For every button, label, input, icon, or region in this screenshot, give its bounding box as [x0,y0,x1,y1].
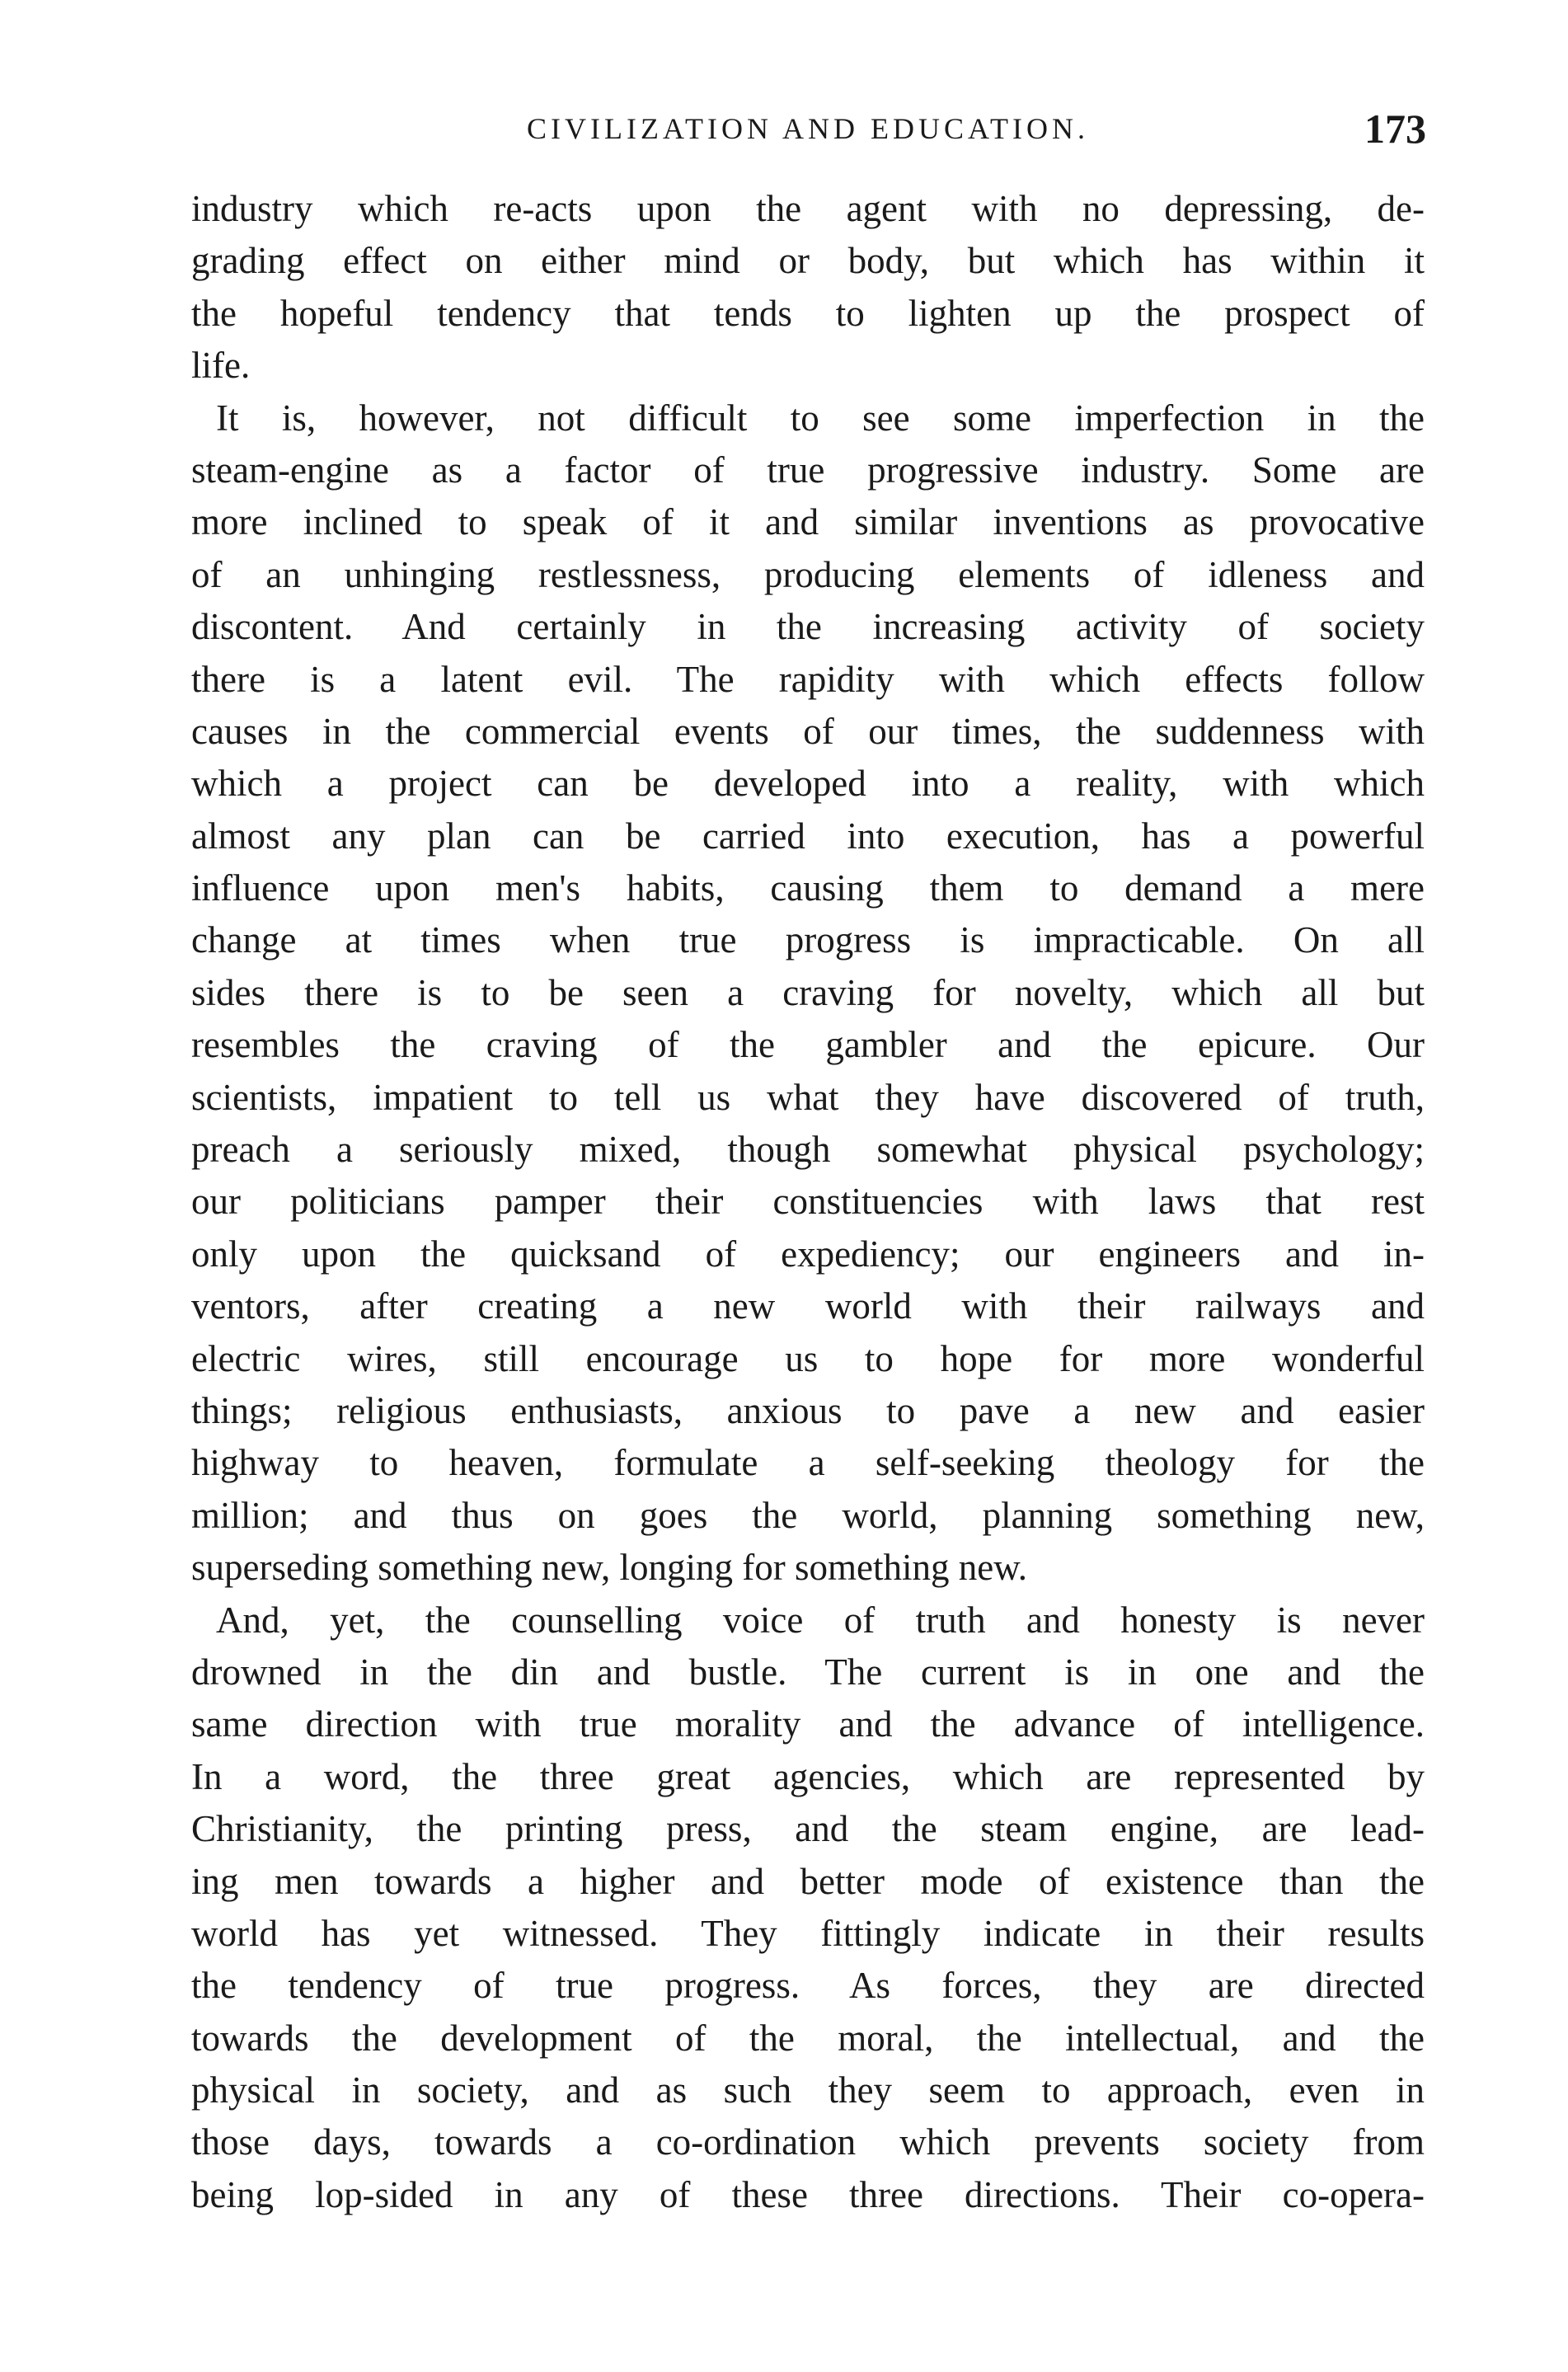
text-line: sides there is to be seen a craving for novelty, which all but [191,971,1425,1013]
body-text [191,183,1425,2221]
text-line: those days, towards a co-ordination which prevents society from [191,2121,1425,2163]
text-line: world has yet witnessed. They fittingly indicate in their results [191,1912,1425,1954]
text-line: which a project can be developed into a reality, with which [191,763,1425,805]
text-line: scientists, impatient to tell us what they have discovered of truth, [191,1076,1425,1118]
text-line: towards the development of the moral, the intellectual, and the [191,2017,1425,2059]
text-line: things; religious enthusiasts, anxious to pave a new and easier [191,1389,1425,1431]
text-line: causes in the commercial events of our times, the suddenness with [191,710,1425,752]
text-line: In a word, the three great agencies, which are represented by [191,1755,1425,1797]
paragraph-1 [191,183,1425,392]
text-line: ventors, after creating a new world with their railways and [191,1285,1425,1327]
text-line: resembles the craving of the gambler and the epicure. Our [191,1024,1425,1066]
text-line: industry which re-acts upon the agent with no depressing, de- [191,188,1425,229]
text-line: physical in society, and as such they seem to approach, even in [191,2069,1425,2111]
text-line: highway to heaven, formulate a self-seeking theology for the [191,1442,1425,1484]
text-line: Christianity, the printing press, and the steam engine, are lead- [191,1808,1425,1850]
text-line: only upon the quicksand of expediency; our engineers and in- [191,1233,1425,1275]
text-line: the tendency of true progress. As forces, they are directed [191,1965,1425,2007]
text-line: And, yet, the counselling voice of truth and honesty is never [216,1599,1425,1641]
text-line: almost any plan can be carried into execution, has a powerful [191,815,1425,857]
text-line: our politicians pamper their constituencies with laws that rest [191,1181,1425,1223]
paragraph-2 [191,392,1425,1595]
text-line: more inclined to speak of it and similar inventions as provocative [191,501,1425,543]
text-line: steam-engine as a factor of true progressive industry. Some are [191,449,1425,491]
text-line: life. [191,345,251,387]
text-line: grading effect on either mind or body, but which has within it [191,240,1425,282]
text-line: of an unhinging restlessness, producing elements of idleness and [191,553,1425,595]
text-line: discontent. And certainly in the increasing activity of society [191,606,1425,648]
page-number: 173 [1364,106,1426,152]
text-line: change at times when true progress is impracticable. On all [191,919,1425,961]
text-line: superseding something new, longing for something new. [191,1547,1028,1589]
text-line: ing men towards a higher and better mode of existence than the [191,1860,1425,1902]
text-line: influence upon men's habits, causing them to demand a mere [191,867,1425,909]
text-line: It is, however, not difficult to see some imperfection in the [216,397,1425,439]
text-line: million; and thus on goes the world, planning something new, [191,1494,1425,1536]
text-line: electric wires, still encourage us to hope for more wonderful [191,1337,1425,1379]
text-line: drowned in the din and bustle. The current is in one and the [191,1651,1425,1693]
text-line: there is a latent evil. The rapidity with which effects follow [191,658,1425,700]
text-line: the hopeful tendency that tends to lighten up the prospect of [191,292,1425,334]
running-head [190,104,1426,153]
text-line: same direction with true morality and the advance of intelligence. [191,1703,1425,1745]
paragraph-3 [191,1595,1425,2222]
text-line: being lop-sided in any of these three directions. Their co-opera- [191,2173,1425,2215]
text-line: preach a seriously mixed, though somewhat physical psychology; [191,1129,1425,1171]
running-title: CIVILIZATION AND EDUCATION. [527,112,1089,145]
